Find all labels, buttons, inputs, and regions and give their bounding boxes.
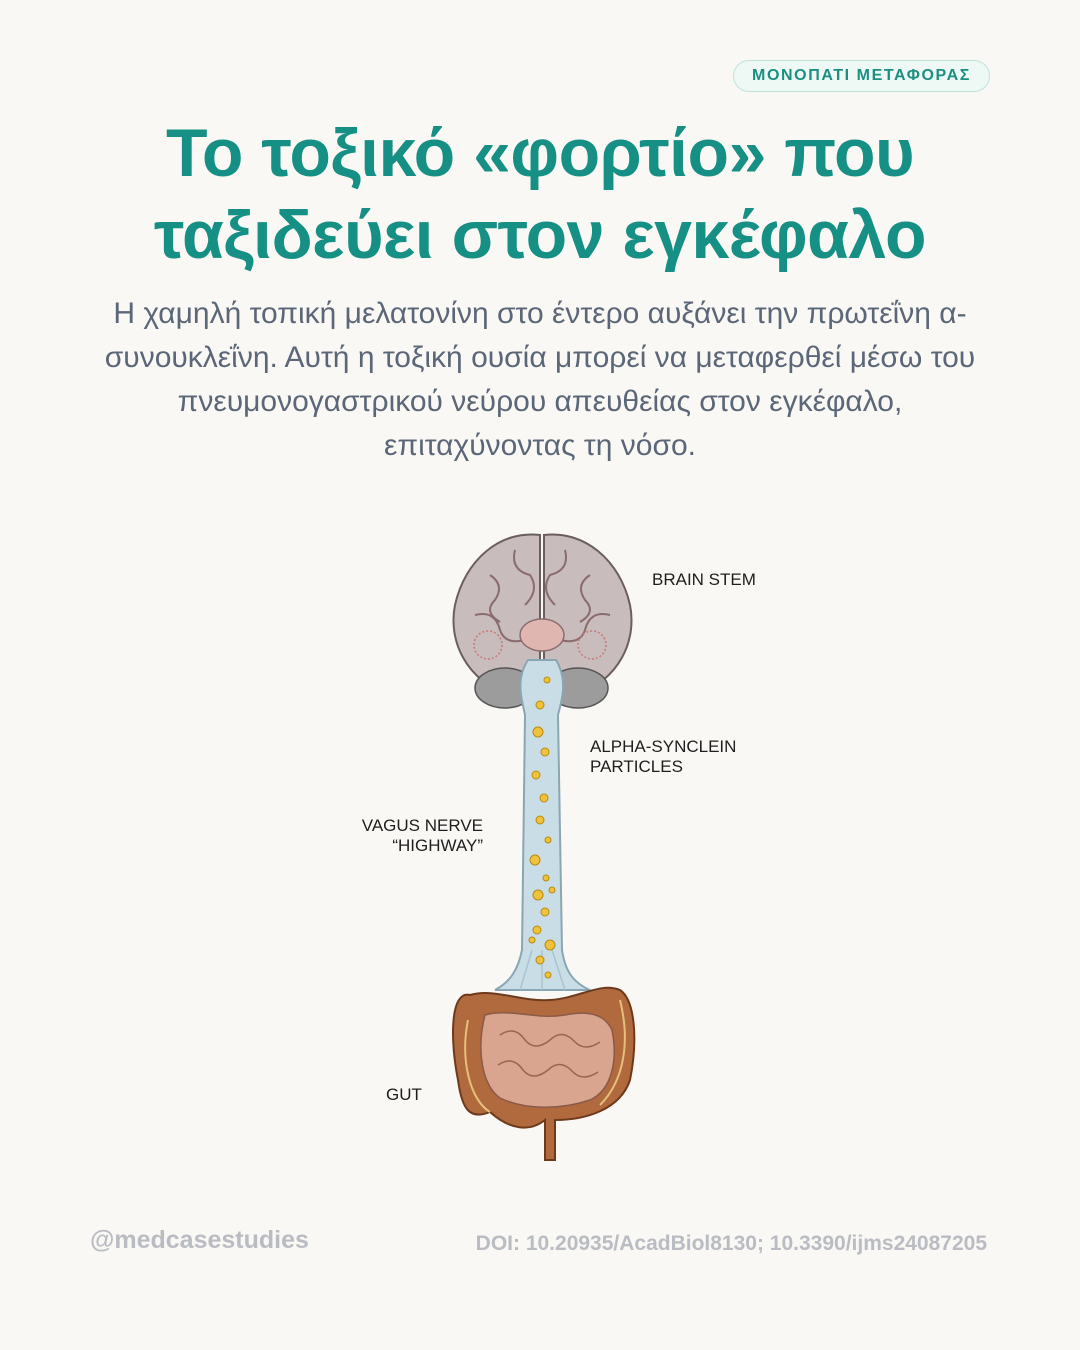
vagus-nerve (495, 660, 590, 990)
page-subtitle: Η χαμηλή τοπική μελατονίνη στο έντερο αυξάνει την πρωτεΐνη α-συνουκλεΐνη. Αυτή η τοξική ουσία μπορεί να μεταφερθεί μέσω του πνευμονογαστρικού νεύρου απευθείας στον εγκέφαλο, επιταχύνοντας τη νόσο. (104, 297, 976, 462)
label-brain-stem: BRAIN STEM (652, 570, 756, 589)
doi-reference: DOI: 10.20935/AcadBiol8130; 10.3390/ijms24087205 (475, 1232, 987, 1255)
category-badge: ΜΟΝΟΠΑΤΙ ΜΕΤΑΦΟΡΑΣ (733, 60, 990, 92)
label-vagus-nerve: VAGUS NERVE “HIGHWAY” (361, 816, 483, 855)
label-alpha-synuclein: ALPHA-SYNCLEIN PARTICLES (590, 737, 737, 776)
page-title: Το τοξικό «φορτίο» που ταξιδεύει στον εγκέφαλο (154, 115, 926, 273)
label-gut: GUT (386, 1085, 422, 1104)
author-handle: @medcasestudies (90, 1226, 309, 1254)
gut-brain-diagram (300, 520, 800, 1170)
gut (453, 988, 634, 1160)
